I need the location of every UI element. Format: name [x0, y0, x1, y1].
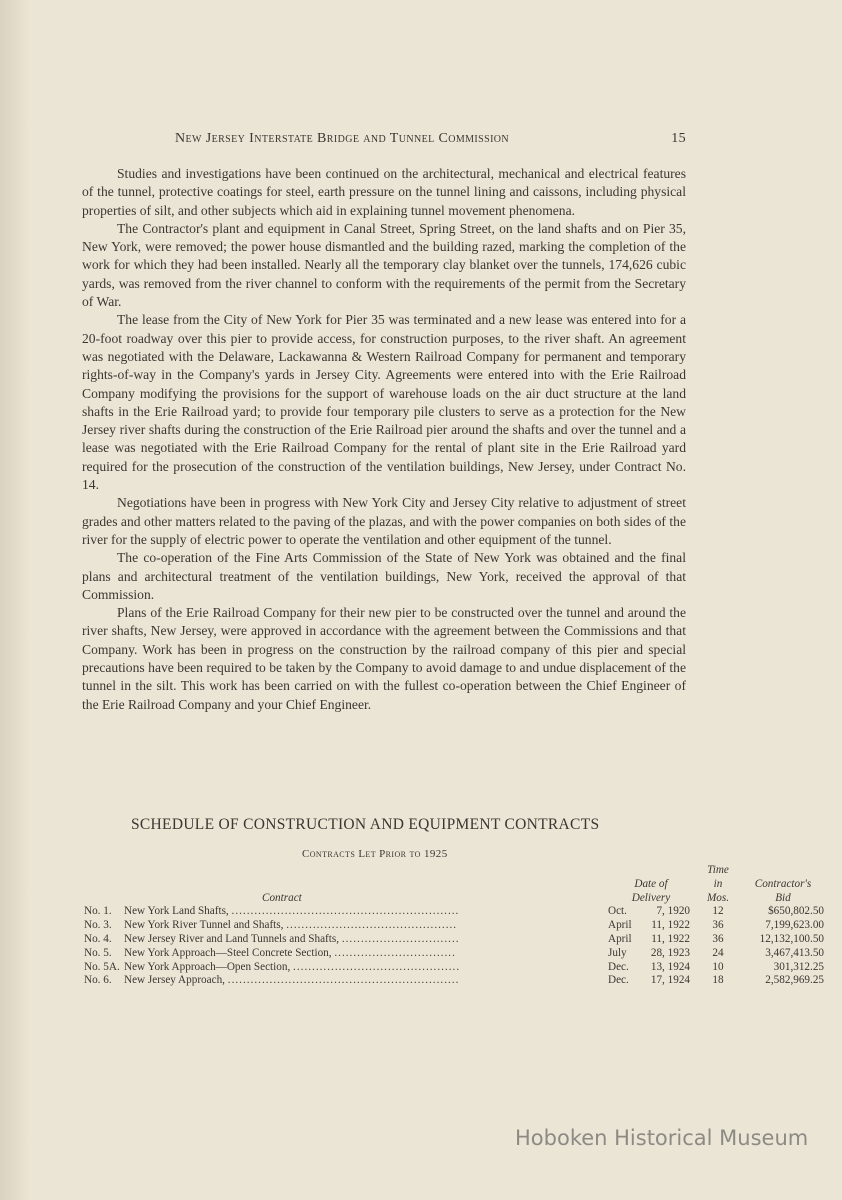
contract-name: New York Approach—Steel Concrete Section, [124, 946, 332, 959]
time-months: 36 [712, 919, 724, 932]
table-row [84, 919, 824, 933]
contract-name: New York Approach—Open Section, [124, 960, 291, 973]
contract-name: New Jersey River and Land Tunnels and Shafts, [124, 932, 340, 945]
delivery-date: April 11, 1922 [608, 932, 690, 945]
leader-dots: ............................... [341, 932, 460, 945]
header-title: New Jersey Interstate Bridge and Tunnel Commission [175, 131, 510, 146]
col-bid: Contractor's Bid [754, 877, 812, 904]
leader-dots: ............................................................. [227, 974, 460, 987]
col-time: Time in Mos. [706, 864, 730, 904]
page-edge-shadow [0, 0, 30, 1200]
table-row [84, 974, 824, 988]
contractor-bid: 2,582,969.25 [765, 974, 824, 987]
paragraph: Plans of the Erie Railroad Company for their new pier to be constructed over the tunnel and around the river shafts, New Jersey, were approved in accordance with the agreement between the Commissions and that Company. Work has been in progress on the construction by the railroad company of this pier and special precautions have been required to be taken by the Company to avoid damage to and undue displacement of the tunnel in the silt. This work has been carried on with the fullest co-operation between the Chief Engineer of the Erie Railroad Company and your Chief Engineer. [82, 605, 686, 712]
delivery-date: Oct. 7, 1920 [608, 905, 690, 918]
paragraph: The co-operation of the Fine Arts Commission of the State of New York was obtained and the final plans and architectural treatment of the ventilation buildings, New York, received the approval of that Commission. [82, 550, 686, 602]
delivery-date: July 28, 1923 [608, 946, 690, 959]
time-months: 10 [712, 960, 724, 973]
body-text [82, 165, 686, 714]
table-row [84, 933, 824, 947]
page-number: 15 [671, 131, 686, 146]
contract-number: No. 5A. [84, 960, 120, 973]
contract-name-cell [124, 905, 608, 919]
time-months: 12 [712, 905, 724, 918]
paragraph: Studies and investigations have been continued on the architectural, mechanical and electrical features of the tunnel, protective coatings for steel, earth pressure on the tunnel lining and caissons, including physical properties of silt, and other subjects which aid in explaining tunnel movement phenomena. [82, 166, 686, 218]
watermark: Hoboken Historical Museum [515, 1126, 809, 1150]
col-contract: Contract [262, 891, 302, 904]
table-row [84, 905, 824, 919]
time-months: 36 [712, 932, 724, 945]
delivery-date: Dec. 13, 1924 [608, 960, 690, 973]
contract-name-cell [124, 919, 608, 933]
contract-number: No. 4. [84, 932, 112, 945]
schedule-title: SCHEDULE OF CONSTRUCTION AND EQUIPMENT CONTRACTS [131, 816, 600, 833]
contracts-table [84, 864, 824, 988]
leader-dots: ............................................ [293, 960, 461, 973]
delivery-date: Dec. 17, 1924 [608, 974, 690, 987]
contract-name-cell [124, 961, 608, 975]
contract-number: No. 3. [84, 919, 112, 932]
leader-dots: ................................ [334, 946, 456, 959]
contractor-bid: $650,802.50 [768, 905, 824, 918]
leader-dots: ............................................................ [231, 905, 460, 918]
contractor-bid: 7,199,623.00 [765, 919, 824, 932]
contract-number: No. 1. [84, 905, 112, 918]
table-row [84, 961, 824, 975]
table-row [84, 947, 824, 961]
time-months: 24 [712, 946, 724, 959]
contractor-bid: 3,467,413.50 [765, 946, 824, 959]
paragraph: The lease from the City of New York for Pier 35 was terminated and a new lease was entered into for a 20-foot roadway over this pier to provide access, for construction purposes, to the river shaft. An agreement was negotiated with the Delaware, Lackawanna & Western Railroad Company for permanent and temporary rights-of-way in the Company's yards in Jersey City. Agreements were entered into with the Erie Railroad Company modifying the provisions for the support of warehouse loads on the air duct structure at the land shafts in the Erie Railroad yard; to provide four temporary pile clusters to serve as a protection for the New Jersey river shafts during the construction of the Erie Railroad pier around the shafts and over the tunnel and a lease was negotiated with the Erie Railroad Company for the rental of plant site in the Erie Railroad yard required for the prosecution of the construction of the ventilation buildings, New Jersey, under Contract No. 14. [82, 312, 686, 493]
contract-name-cell [124, 933, 608, 947]
contractor-bid: 12,132,100.50 [759, 932, 824, 945]
contract-name: New York River Tunnel and Shafts, [124, 919, 284, 932]
contract-name: New Jersey Approach, [124, 974, 225, 987]
contract-number: No. 5. [84, 946, 112, 959]
contract-name-cell [124, 974, 608, 988]
contract-number: No. 6. [84, 974, 112, 987]
paragraph: Negotiations have been in progress with New York City and Jersey City relative to adjustment of street grades and other matters related to the paving of the plazas, and with the power companies on both sides of the river for the supply of electric power to operate the ventilation and other equipment of the tunnel. [82, 495, 686, 547]
col-date: Date of Delivery [631, 877, 671, 904]
delivery-date: April 11, 1922 [608, 919, 690, 932]
contractor-bid: 301,312.25 [773, 960, 824, 973]
leader-dots: ............................................. [286, 919, 458, 932]
contract-name-cell [124, 947, 608, 961]
time-months: 18 [712, 974, 724, 987]
schedule-subtitle: Contracts Let Prior to 1925 [302, 848, 448, 860]
contract-name: New York Land Shafts, [124, 905, 229, 918]
paragraph: The Contractor's plant and equipment in Canal Street, Spring Street, on the land shafts and on Pier 35, New York, were removed; the power house dismantled and the building razed, marking the completion of the work for which they had been installed. Nearly all the temporary clay blanket over the tunnels, 174,626 cubic yards, was removed from the river channel to conform with the requirements of the permit from the Secretary of War. [82, 220, 686, 310]
